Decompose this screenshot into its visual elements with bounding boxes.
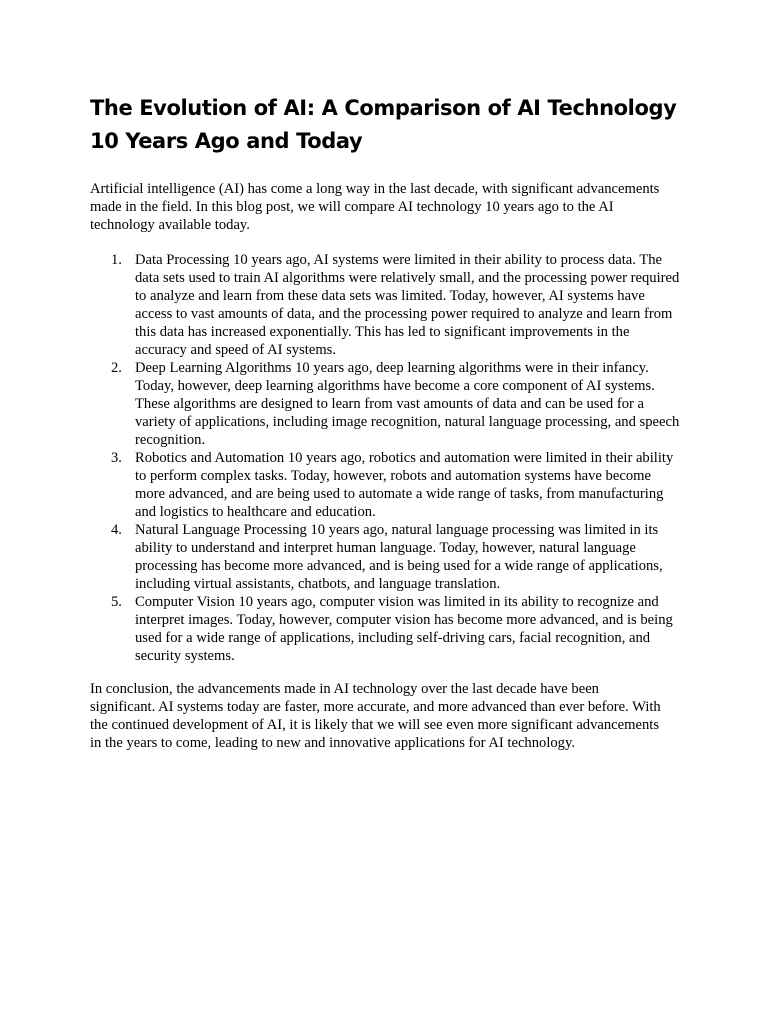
list-item: [90, 521, 682, 593]
document-title: The Evolution of AI: A Comparison of AI Technology 10 Years Ago and Today: [90, 96, 677, 153]
list-item-number: 3.: [111, 450, 122, 466]
list-item-text: Natural Language Processing 10 years ago, natural language processing was limited in its ability to understand and interpret human language. Today, however, natural language processing has become more advanced, and is being used for a wide range of applications, including virtual assistants, chatbots, and language translation.: [135, 522, 663, 592]
list-item: [90, 593, 682, 665]
list-item-number: 4.: [111, 522, 122, 538]
numbered-list: [90, 251, 682, 665]
list-item-text: Computer Vision 10 years ago, computer vision was limited in its ability to recognize and interpret images. Today, however, computer vision has become more advanced, and is being used for a wide range of applications, including self-driving cars, facial recognition, and security systems.: [135, 594, 673, 664]
list-item: [90, 449, 682, 521]
conclusion-paragraph: In conclusion, the advancements made in AI technology over the last decade have been significant. AI systems today are faster, more accurate, and more advanced than ever before. With the continued development of AI, it is likely that we will see even more significant advancements in the years to come, leading to new and innovative applications for AI technology.: [90, 681, 661, 751]
intro-paragraph: Artificial intelligence (AI) has come a long way in the last decade, with significant advancements made in the field. In this blog post, we will compare AI technology 10 years ago to the AI technology available today.: [90, 181, 660, 233]
list-item: [90, 251, 682, 359]
list-item-text: Robotics and Automation 10 years ago, robotics and automation were limited in their ability to perform complex tasks. Today, however, robots and automation systems have become more advanced, and are being used to automate a wide range of tasks, from manufacturing and logistics to healthcare and education.: [135, 450, 674, 520]
list-item: [90, 359, 682, 449]
list-item-text: Data Processing 10 years ago, AI systems were limited in their ability to process data. The data sets used to train AI algorithms were relatively small, and the processing power required to analyze and learn from these data sets was limited. Today, however, AI systems have access to vast amounts of data, and the processing power required to analyze and learn from this data has increased exponentially. This has led to significant improvements in the accuracy and speed of AI systems.: [135, 252, 680, 358]
list-item-number: 1.: [111, 252, 122, 268]
list-item-number: 5.: [111, 594, 122, 610]
list-item-text: Deep Learning Algorithms 10 years ago, deep learning algorithms were in their infancy. Today, however, deep learning algorithms have become a core component of AI systems. These algorithms are designed to learn from vast amounts of data and can be used for a variety of applications, including image recognition, natural language processing, and speech recognition.: [135, 360, 680, 448]
list-item-number: 2.: [111, 360, 122, 376]
